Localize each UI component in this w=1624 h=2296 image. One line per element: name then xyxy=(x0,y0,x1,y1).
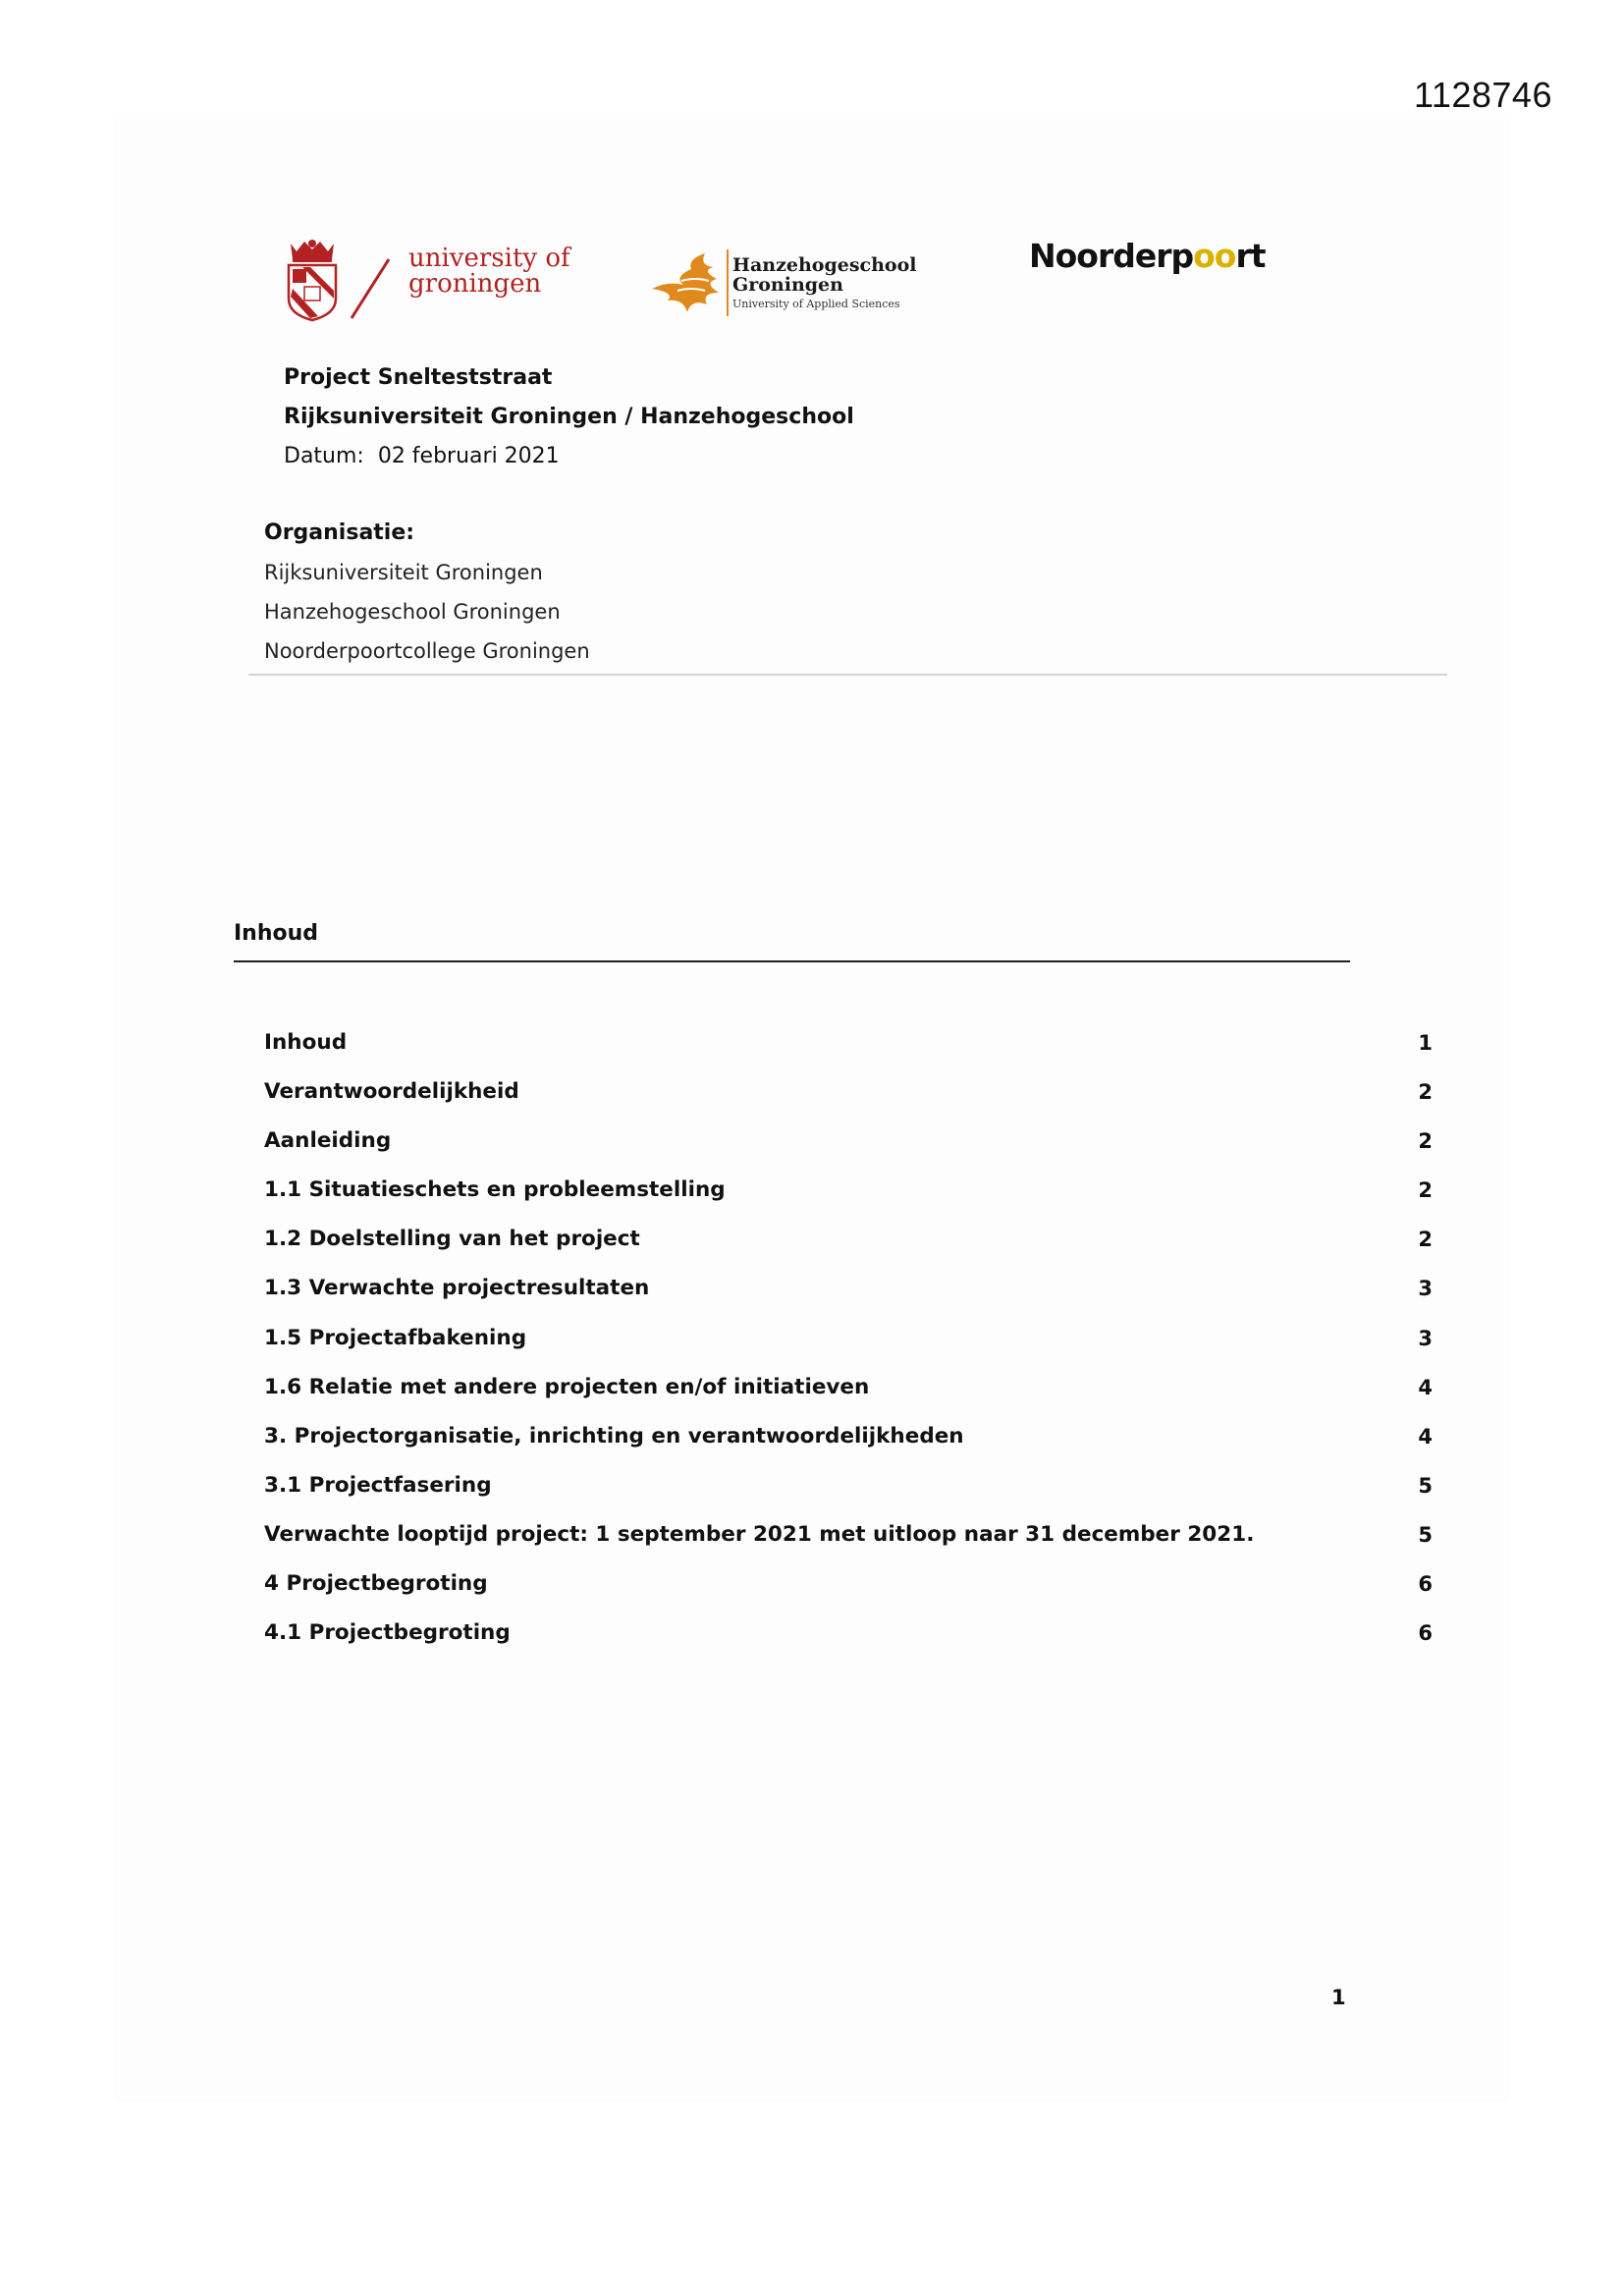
toc-entry[interactable] xyxy=(264,1420,1433,1469)
toc-entry-label: 1.1 Situatieschets en probleemstelling xyxy=(264,1177,726,1203)
toc-entry[interactable] xyxy=(264,1075,1433,1124)
toc-entry-label: Inhoud xyxy=(264,1030,348,1055)
toc-entry-page: 3 xyxy=(1418,1326,1433,1350)
rug-wordmark: university of groningen xyxy=(408,244,570,299)
toc-entry-page: 6 xyxy=(1418,1572,1433,1597)
toc-entry-page: 4 xyxy=(1418,1375,1433,1399)
toc-entry[interactable] xyxy=(264,1026,1433,1075)
organisation-item: Rijksuniversiteit Groningen xyxy=(264,561,543,584)
toc-entry[interactable] xyxy=(264,1469,1433,1518)
section-divider xyxy=(248,674,1447,676)
hanze-line1: Hanzehogeschool xyxy=(732,254,917,276)
toc-entry[interactable] xyxy=(264,1616,1433,1666)
toc-entry-page: 1 xyxy=(1418,1031,1433,1055)
toc-entry[interactable] xyxy=(264,1371,1433,1420)
toc-entry-label: Verantwoordelijkheid xyxy=(264,1079,519,1105)
organisation-section xyxy=(264,514,590,671)
project-title: Project Snelteststraat xyxy=(284,365,553,390)
toc-entry[interactable] xyxy=(264,1223,1433,1272)
toc-entry-label: 1.5 Projectafbakening xyxy=(264,1325,527,1350)
hanze-line2: Groningen xyxy=(732,274,843,296)
toc-entry-label: 4 Projectbegroting xyxy=(264,1571,488,1597)
toc-entry-label: 1.3 Verwachte projectresultaten xyxy=(264,1276,650,1301)
toc-entry[interactable] xyxy=(264,1322,1433,1371)
toc-entry-label: 1.6 Relatie met andere projecten en/of initiatieven xyxy=(264,1374,870,1399)
page-number: 1 xyxy=(1331,1986,1346,2009)
toc-entry-page: 5 xyxy=(1418,1473,1433,1498)
toc-entry-label: Verwachte looptijd project: 1 september 2021 met uitloop naar 31 december 2021. xyxy=(264,1521,1255,1547)
toc-entry[interactable] xyxy=(264,1518,1433,1567)
toc-heading: Inhoud xyxy=(234,921,319,946)
toc-entry-label: 3.1 Projectfasering xyxy=(264,1472,492,1498)
hanze-line3: University of Applied Sciences xyxy=(732,298,900,310)
document-date: Datum: 02 februari 2021 xyxy=(284,444,560,468)
organisation-title: Organisatie: xyxy=(264,520,415,545)
noorderpoort-infinity-accent: oo xyxy=(1193,237,1236,275)
toc-heading-rule xyxy=(234,960,1350,962)
table-of-contents xyxy=(264,1026,1433,1666)
rug-crest-icon xyxy=(283,238,342,322)
organisation-item: Noorderpoortcollege Groningen xyxy=(264,639,590,663)
toc-entry[interactable] xyxy=(264,1124,1433,1174)
organisation-item: Hanzehogeschool Groningen xyxy=(264,600,561,624)
noorderpoort-logo: Noorderpoort xyxy=(1029,237,1266,275)
toc-entry[interactable] xyxy=(264,1272,1433,1321)
university-of-groningen-logo xyxy=(283,238,577,322)
toc-entry-page: 6 xyxy=(1418,1621,1433,1646)
hanzehogeschool-logo xyxy=(648,244,917,322)
toc-entry[interactable] xyxy=(264,1174,1433,1223)
toc-entry-page: 2 xyxy=(1418,1228,1433,1252)
toc-entry-label: 3. Projectorganisatie, inrichting en verantwoordelijkheden xyxy=(264,1423,964,1449)
toc-entry-page: 5 xyxy=(1418,1522,1433,1547)
toc-entry-page: 2 xyxy=(1418,1080,1433,1105)
toc-entry-page: 3 xyxy=(1418,1277,1433,1301)
toc-entry-label: Aanleiding xyxy=(264,1128,392,1154)
toc-entry-page: 4 xyxy=(1418,1424,1433,1449)
hanze-flame-icon xyxy=(648,244,727,322)
project-subtitle: Rijksuniversiteit Groningen / Hanzehogeschool xyxy=(284,405,854,429)
toc-entry-label: 4.1 Projectbegroting xyxy=(264,1620,511,1646)
toc-entry-page: 2 xyxy=(1418,1129,1433,1154)
document-header xyxy=(284,358,854,476)
toc-entry[interactable] xyxy=(264,1567,1433,1616)
rug-slash-icon xyxy=(346,238,395,322)
toc-entry-label: 1.2 Doelstelling van het project xyxy=(264,1227,640,1252)
document-id: 1128746 xyxy=(1414,75,1552,115)
hanze-divider xyxy=(727,249,729,316)
toc-entry-page: 2 xyxy=(1418,1178,1433,1203)
